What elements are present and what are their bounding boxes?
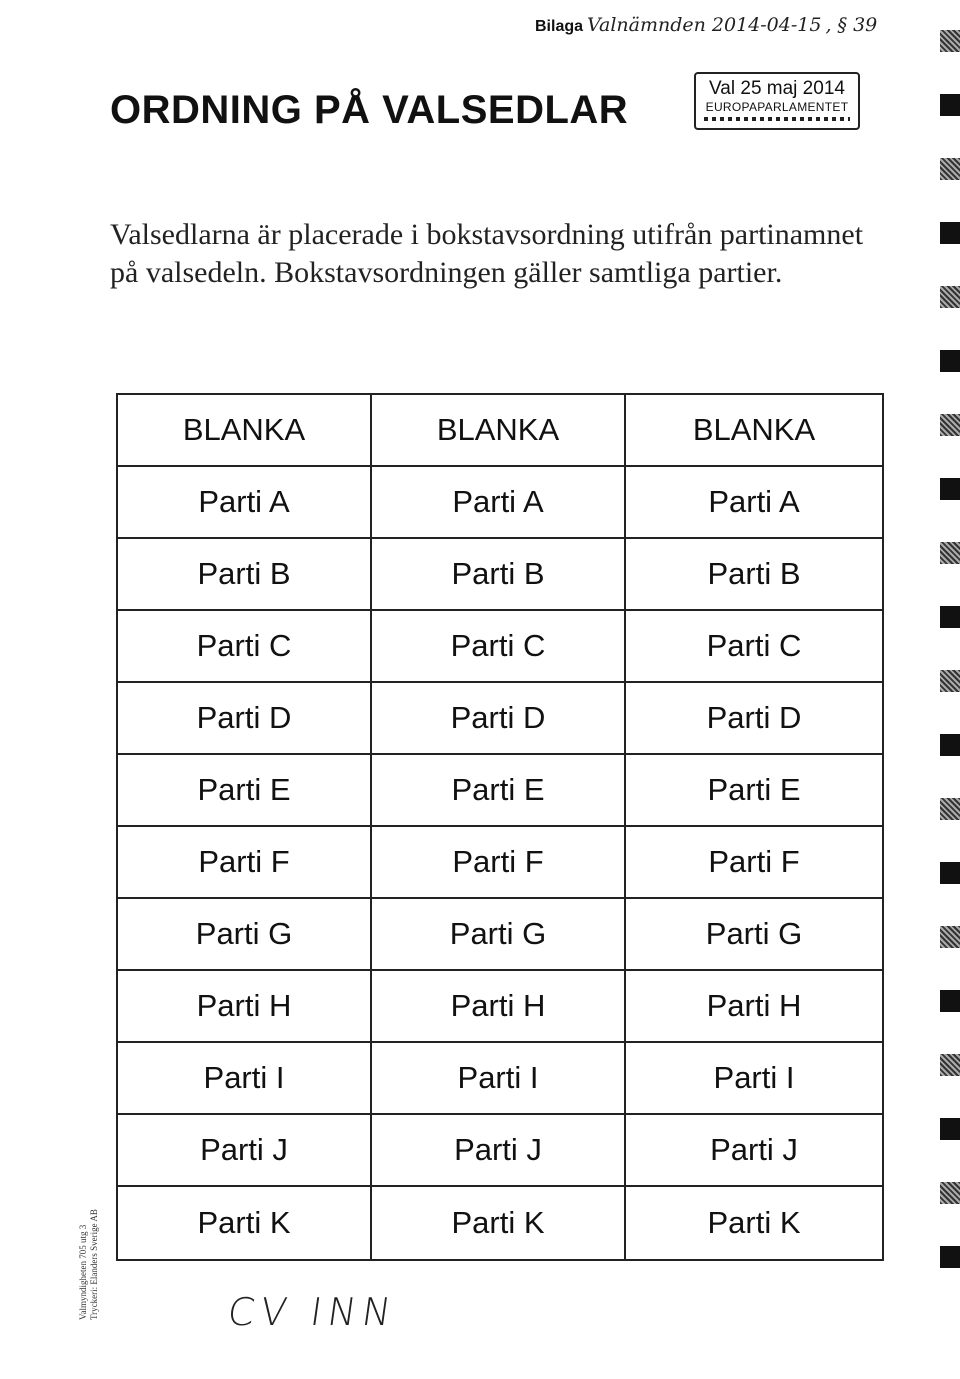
edge-mark <box>940 734 960 756</box>
edge-mark <box>940 1118 960 1140</box>
ballot-cell: Parti A <box>372 467 626 539</box>
ballot-cell: Parti J <box>372 1115 626 1187</box>
ballot-cell: Parti J <box>626 1115 882 1187</box>
bilaga-reference <box>535 14 877 36</box>
edge-mark <box>940 1182 960 1204</box>
edge-mark <box>940 222 960 244</box>
ballot-cell: Parti G <box>118 899 372 971</box>
ballot-cell: Parti A <box>626 467 882 539</box>
ballot-cell: BLANKA <box>626 395 882 467</box>
ballot-cell: Parti E <box>118 755 372 827</box>
edge-mark <box>940 158 960 180</box>
edge-mark <box>940 414 960 436</box>
election-type: EUROPAPARLAMENTET <box>705 100 849 114</box>
edge-mark <box>940 990 960 1012</box>
ballot-cell: BLANKA <box>372 395 626 467</box>
imprint-line-2: Tryckeri: Elanders Sverige AB <box>89 1209 99 1320</box>
edge-mark <box>940 286 960 308</box>
ballot-cell: Parti H <box>372 971 626 1043</box>
handwritten-reference: Valnämnden 2014-04-15 <box>587 14 822 36</box>
ballot-cell: Parti I <box>626 1043 882 1115</box>
edge-mark <box>940 670 960 692</box>
ballot-cell: Parti E <box>372 755 626 827</box>
ballot-cell: Parti G <box>626 899 882 971</box>
ballot-cell: Parti J <box>118 1115 372 1187</box>
ballot-cell: Parti B <box>626 539 882 611</box>
ballot-cell: Parti C <box>118 611 372 683</box>
ballot-cell: Parti A <box>118 467 372 539</box>
ballot-cell: Parti G <box>372 899 626 971</box>
ballot-cell: Parti F <box>626 827 882 899</box>
election-badge <box>694 72 860 130</box>
ballot-cell: Parti B <box>118 539 372 611</box>
edge-mark <box>940 798 960 820</box>
handwritten-note: CV INN <box>224 1290 400 1334</box>
section-mark: , § 39 <box>825 14 878 36</box>
edge-mark <box>940 542 960 564</box>
ballot-cell: Parti H <box>118 971 372 1043</box>
ballot-order-table <box>116 393 884 1261</box>
edge-mark <box>940 1054 960 1076</box>
ballot-cell: Parti F <box>372 827 626 899</box>
scan-edge-marks <box>938 0 960 1379</box>
ballot-cell: Parti H <box>626 971 882 1043</box>
edge-mark <box>940 94 960 116</box>
ballot-cell: Parti K <box>118 1187 372 1259</box>
edge-mark <box>940 350 960 372</box>
ballot-cell: Parti D <box>372 683 626 755</box>
printer-imprint <box>78 1209 100 1320</box>
ballot-cell: Parti C <box>626 611 882 683</box>
badge-dotted-rule <box>704 117 850 121</box>
imprint-line-1: Valmyndigheten 705 utg 3 <box>78 1224 88 1320</box>
ballot-cell: Parti F <box>118 827 372 899</box>
ballot-cell: Parti K <box>372 1187 626 1259</box>
edge-mark <box>940 30 960 52</box>
edge-mark <box>940 1246 960 1268</box>
ballot-cell: Parti D <box>118 683 372 755</box>
edge-mark <box>940 926 960 948</box>
edge-mark <box>940 606 960 628</box>
ballot-cell: Parti D <box>626 683 882 755</box>
bilaga-label: Bilaga <box>535 18 584 35</box>
edge-mark <box>940 478 960 500</box>
ballot-cell: Parti K <box>707 1205 801 1240</box>
edge-mark <box>940 862 960 884</box>
ballot-cell: Parti B <box>372 539 626 611</box>
ballot-cell: BLANKA <box>118 395 372 467</box>
intro-paragraph: Valsedlarna är placerade i bokstavsordning utifrån partinamnet på valsedeln. Bokstavsordningen gäller samtliga partier. <box>110 218 864 289</box>
ballot-cell: Parti I <box>118 1043 372 1115</box>
ballot-cell: Parti C <box>372 611 626 683</box>
ballot-cell: Parti E <box>626 755 882 827</box>
page-title: ORDNING PÅ VALSEDLAR <box>110 88 629 132</box>
ballot-cell: Parti I <box>372 1043 626 1115</box>
election-date: Val 25 maj 2014 <box>709 78 845 99</box>
